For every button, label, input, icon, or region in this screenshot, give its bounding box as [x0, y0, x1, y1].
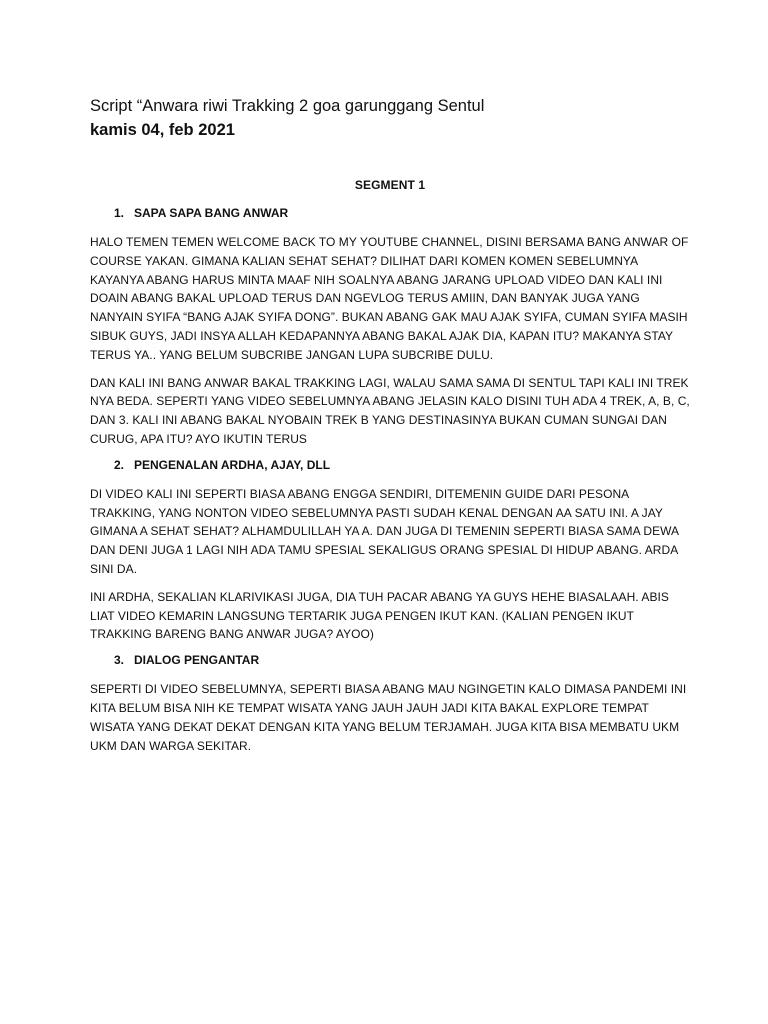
document-date: kamis 04, feb 2021 — [90, 121, 235, 139]
document-header — [90, 94, 484, 142]
section-number: 2. — [114, 457, 125, 472]
section-heading — [90, 653, 690, 667]
paragraph: INI ARDHA, SEKALIAN KLARIVIKASI JUGA, DIA TUH PACAR ABANG YA GUYS HEHE BIASALAAH. ABIS LIAT VIDEO KEMARIN LANGSUNG TERTARIK JUGA PENGEN IKUT KAN. (KALIAN PENGEN IKUT TRAKKING BARENG BANG ANWAR JUGA? AYOO) — [90, 589, 669, 642]
section-heading-text: SAPA SAPA BANG ANWAR — [134, 206, 289, 220]
section-number: 1. — [114, 206, 125, 220]
segment-title: SEGMENT 1 — [354, 178, 426, 192]
section-heading — [90, 206, 690, 220]
document-body — [90, 178, 690, 764]
section-heading-text: PENGENALAN ARDHA, AJAY, DLL — [134, 457, 331, 472]
paragraph: HALO TEMEN TEMEN WELCOME BACK TO MY YOUTUBE CHANNEL, DISINI BERSAMA BANG ANWAR OF COURSE YAKAN. GIMANA KALIAN SEHAT SEHAT? DILIHAT DARI KOMEN KOMEN SEBELUMNYA KAYANYA ABANG HARUS MINTA MAAF NIH SOALNYA ABANG JARANG UPLOAD VIDEO DAN KALI INI DOAIN ABANG BAKAL UPLOAD TERUS DAN NGEVLOG TERUS AMIIN, DAN BANYAK JUGA YANG NANYAIN SYIFA “BANG AJAK SYIFA DONG”. BUKAN ABANG GAK MAU AJAK SYIFA, CUMAN SYIFA MASIH SIBUK GUYS, JADI INSYA ALLAH KEDAPANNYA ABANG BAKAL AJAK DIA, KAPAN ITU? MAKANYA STAY TERUS YA.. YANG BELUM SUBCRIBE JANGAN LUPA SUBCRIBE DULU. — [90, 235, 689, 362]
paragraph: DAN KALI INI BANG ANWAR BAKAL TRAKKING LAGI, WALAU SAMA SAMA DI SENTUL TAPI KALI INI TREK NYA BEDA. SEPERTI YANG VIDEO SEBELUMNYA ABANG JELASIN KALO DISINI TUH ADA 4 TREK, A, B, C, DAN 3. KALI INI ABANG BAKAL NYOBAIN TREK B YANG DESTINASINYA BUKAN CUMAN SUNGAI DAN CURUG, APA ITU? AYO IKUTIN TERUS — [90, 375, 690, 446]
section-2 — [90, 458, 690, 644]
section-1 — [90, 206, 690, 449]
section-3 — [90, 653, 690, 755]
paragraph: SEPERTI DI VIDEO SEBELUMNYA, SEPERTI BIASA ABANG MAU NGINGETIN KALO DIMASA PANDEMI INI KITA BELUM BISA NIH KE TEMPAT WISATA YANG JAUH JAUH JADI KITA BAKAL EXPLORE TEMPAT WISATA YANG DEKAT DEKAT DENGAN KITA YANG BELUM TERJAMAH. JUGA KITA BISA MEMBATU UKM UKM DAN WARGA SEKITAR. — [90, 682, 687, 753]
paragraph: DI VIDEO KALI INI SEPERTI BIASA ABANG ENGGA SENDIRI, DITEMENIN GUIDE DARI PESONA TRAKKING, YANG NONTON VIDEO SEBELUMNYA PASTI SUDAH KENAL DENGAN AA SATU INI. A JAY GIMANA A SEHAT SEHAT? ALHAMDULILLAH YA A. DAN JUGA DI TEMENIN SEPERTI BIASA SAMA DEWA DAN DENI JUGA 1 LAGI NIH ADA TAMU SPESIAL SEKALIGUS ORANG SPESIAL DI HIDUP ABANG. ARDA SINI DA. — [90, 486, 679, 576]
section-heading-text: DIALOG PENGANTAR — [134, 653, 260, 668]
section-heading — [90, 458, 690, 472]
section-number: 3. — [114, 653, 125, 668]
document-title: Script “Anwara riwi Trakking 2 goa garunggang Sentul — [90, 97, 485, 115]
